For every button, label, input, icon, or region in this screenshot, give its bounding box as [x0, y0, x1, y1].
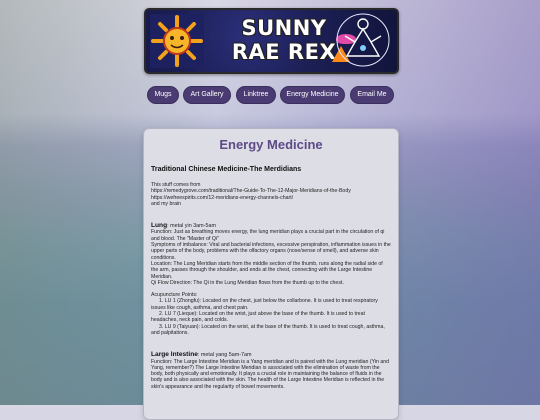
- list-item: 3. LU 9 (Taiyuan): Located on the wrist, at the base of the thumb. It is used to treat cough, asthma, and palpitations.: [151, 323, 385, 336]
- acupuncture-points: Acupuncture Points: 1. LU 1 (Zhongfu): Located on the chest, just below the collarbone. It is used to treat respiratory issues like cough, asthma, and chest pain. 2. LU 7 (Lieque): Located on the wrist, just above the base of the thumb. It is used to treat headaches, neck pain, and colds. 3. LU 9 (Taiyuan): Located on the wrist, at the base of the thumb. It is used to treat cough, asthma, and palpitations.: [151, 292, 385, 336]
- large-intestine-section: Large Intestine: metal yang 5am-7am Function: The Large Intestine Meridian is a Yang meridian and is paired with the Lung meridian (Yin and Yang, remember?) The Large Intestine Meridian is associated with the elimination of waste from the body, both physically and emotionally. It plays a crucial role in maintaining the balance of fluids in the body and is also associated with the skin. The health of the Large Intestine Meridian is reflected in the skin's appearance and the regularity of bowel movements.: [151, 351, 389, 390]
- meditating-figure-icon: [335, 12, 391, 70]
- nav-art-gallery[interactable]: Art Gallery: [183, 86, 231, 104]
- nav-linktree[interactable]: Linktree: [236, 86, 276, 104]
- source-link-2[interactable]: https://wefreespirits.com/12-meridians-energy-channels-chart/: [151, 194, 294, 201]
- source-link-1[interactable]: https://remedygrove.com/traditional/The-Guide-To-The-12-Major-Meridians-of-the-Body: [151, 188, 351, 195]
- lung-section: Lung: metal yin 3am-5am Function: Just as breathing moves energy, the lung meridian plays a crucial part in the circulation of qi and blood. The "Master of Qi" Symptoms of imbalance: Viral and bacterial infections, excessive perspiration, inflammation issues in the upper parts of the body, problems with the olfactory organs (nose/sense of smell), and adverse skin conditions. Location: The Lung Meridian starts from the middle section of the thumb, runs along the radial side of the arm, passes through the shoulder, and ends at the chest, connecting with the Large Intestine Meridian. Qi Flow Direction: The Qi in the Lung Meridian flows from the thumb up to the chest.: [151, 222, 391, 286]
- nav-email-me[interactable]: Email Me: [350, 86, 394, 104]
- list-item: 2. LU 7 (Lieque): Located on the wrist, just above the base of the thumb. It is used to treat headaches, neck pain, and colds.: [151, 311, 365, 324]
- sources-block: This stuff comes from https://remedygrove.com/traditional/The-Guide-To-The-12-Major-Meridians-of-the-Body https://wefreespirits.com/12-meridians-energy-channels-chart/ and my brain: [151, 182, 351, 207]
- large-intestine-heading: Large Intestine: [151, 351, 198, 359]
- sun-logo-icon: [150, 14, 204, 68]
- page-title: Energy Medicine: [219, 137, 323, 152]
- site-banner: [144, 8, 399, 74]
- nav-mugs[interactable]: Mugs: [147, 86, 179, 104]
- main-nav: [0, 86, 540, 104]
- content-card: [143, 128, 399, 420]
- list-item: 1. LU 1 (Zhongfu): Located on the chest, just below the collarbone. It is used to treat respiratory issues like cough, asthma, and chest pain.: [151, 298, 378, 311]
- nav-energy-medicine[interactable]: Energy Medicine: [280, 86, 345, 104]
- lung-heading: Lung: [151, 222, 168, 230]
- site-title: SUNNY RAE REX: [231, 16, 337, 64]
- page-subtitle: Traditional Chinese Medicine-The Merdidians: [151, 166, 302, 173]
- article-body: [151, 165, 391, 396]
